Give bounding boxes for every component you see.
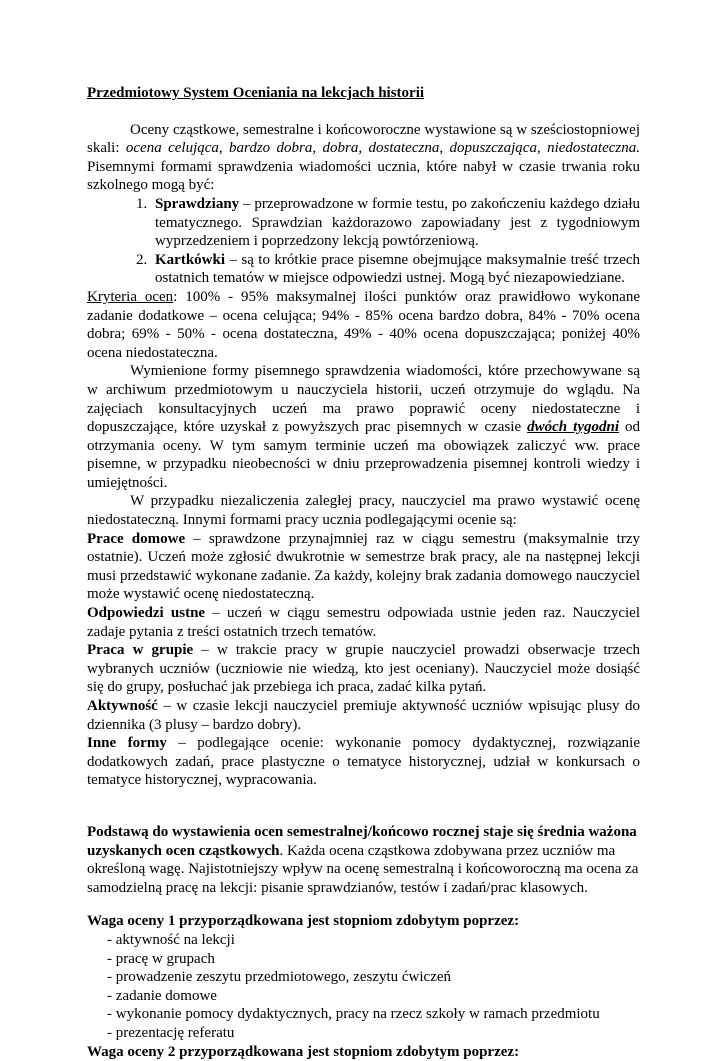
list-item: - prezentację referatu: [107, 1024, 640, 1043]
form-term: Praca w grupie: [87, 642, 193, 658]
other-forms-intro: W przypadku niezaliczenia zaległej pracy, nauczyciel ma prawo wystawić ocenę niedostateczną. Innymi formami pracy ucznia podlegającymi ocenie są:: [87, 492, 640, 529]
weighted-average-bold: Podstawą do wystawienia ocen semestralnej/końcowo rocznej staje się średnia ważona uzyskanych ocen cząstkowych: [87, 824, 637, 859]
list-item-term: Kartkówki: [155, 252, 225, 268]
form-praca-w-grupie: [87, 641, 640, 697]
form-inne-formy: [87, 734, 640, 790]
criteria-label: Kryteria ocen: [87, 289, 173, 305]
form-term: Aktywność: [87, 698, 158, 714]
list-item: - zadanie domowe: [107, 987, 640, 1006]
document-page: [87, 84, 640, 1061]
written-forms-list: [87, 195, 640, 288]
list-item: - prowadzenie zeszytu przedmiotowego, zeszytu ćwiczeń: [107, 968, 640, 987]
list-item-text: – przeprowadzone w formie testu, po zakończeniu każdego działu tematycznego. Sprawdzian każdorazowo zapowiadany jest z tygodniowym wyprzedzeniem i poprzedzony lekcją powtórzeniową.: [155, 196, 640, 249]
form-text: – sprawdzone przynajmniej raz w ciągu semestru (maksymalnie trzy ostatnie). Uczeń może zgłosić dwukrotnie w semestrze brak pracy, ale na następnej lekcji musi przedstawić wykonane zadanie. Za każdy, kolejny brak zadania domowego nauczyciel może wystawić ocenę niedostateczną.: [87, 531, 640, 603]
list-item-term: Sprawdziany: [155, 196, 239, 212]
list-item-text: – są to krótkie prace pisemne obejmujące maksymalnie treść trzech ostatnich tematów w miejsce odpowiedzi ustnej. Mogą być niezapowiedziane.: [155, 252, 640, 287]
form-odpowiedzi-ustne: [87, 604, 640, 641]
weighted-average-paragraph: [87, 823, 640, 897]
weighted-average-text: . Każda ocena cząstkowa zdobywana przez uczniów ma określoną wagę. Najistotniejszy wpływ na ocenę semestralną i końcoworoczną ma ocena za samodzielną pracę na lekcji: pisanie sprawdzianów, testów i zadań/prac klasowych.: [87, 843, 638, 896]
list-item: - pracę w grupach: [107, 950, 640, 969]
grade-scale: ocena celująca, bardzo dobra, dobra, dostateczna, dopuszczająca, niedostateczna.: [126, 140, 640, 156]
intro-text-end: Pisemnymi formami sprawdzenia wiadomości ucznia, które nabył w czasie trwania roku szkolnego mogą być:: [87, 159, 640, 194]
archive-paragraph: [87, 362, 640, 492]
form-term: Prace domowe: [87, 531, 185, 547]
form-text: – podlegające ocenie: wykonanie pomocy dydaktycznej, rozwiązanie dodatkowych zadań, prace plastyczne o tematyce historycznej, udział w konkursach o tematyce historycznej, wypracowania.: [87, 735, 640, 788]
list-item-kartkowki: [151, 251, 640, 288]
list-item: - aktywność na lekcji: [107, 931, 640, 950]
criteria-paragraph: [87, 288, 640, 362]
form-term: Inne formy: [87, 735, 167, 751]
list-item-sprawdziany: [151, 195, 640, 251]
form-prace-domowe: [87, 530, 640, 604]
form-text: – uczeń w ciągu semestru odpowiada ustnie jeden raz. Nauczyciel zadaje pytania z treści ostatnich trzech tematów.: [87, 605, 640, 640]
form-text: – w czasie lekcji nauczyciel premiuje aktywność uczniów wpisując plusy do dziennika (3 plusy – bardzo dobry).: [87, 698, 640, 733]
archive-text: Wymienione formy pisemnego sprawdzenia wiadomości, które przechowywane są w archiwum przedmiotowym u nauczyciela historii, uczeń otrzymuje do wglądu. Na zajęciach konsultacyjnych uczeń ma prawo poprawić oceny niedostateczne i dopuszczające, które uzyskał z powyższych prac pisemnych w czasie: [87, 363, 640, 435]
weight-2-heading: Waga oceny 2 przyporządkowana jest stopniom zdobytym poprzez:: [87, 1043, 640, 1061]
archive-text-end: od otrzymania oceny. W tym samym terminie uczeń ma obowiązek zaliczyć ww. prace pisemne, w przypadku nieobecności w dniu przeprowadzenia pisemnej kontroli wiedzy i umiejętności.: [87, 419, 640, 491]
spacer: [87, 790, 640, 808]
form-aktywnosc: [87, 697, 640, 734]
document-title: Przedmiotowy System Oceniania na lekcjach historii: [87, 84, 640, 103]
form-text: – w trakcie pracy w grupie nauczyciel prowadzi obserwacje trzech wybranych uczniów (uczniowie nie wiedzą, kto jest oceniany). Nauczyciel może dosiąść się do grupy, posłuchać jak przebiega ich praca, zadać kilka pytań.: [87, 642, 640, 695]
weight-1-heading: Waga oceny 1 przyporządkowana jest stopniom zdobytym poprzez:: [87, 912, 640, 931]
criteria-text: : 100% - 95% maksymalnej ilości punktów oraz prawidłowo wykonane zadanie dodatkowe – ocena celująca; 94% - 85% ocena bardzo dobra, 84% - 70% ocena dobra; 69% - 50% - ocena dostateczna, 49% - 40% ocena dopuszczająca; poniżej 40% ocena niedostateczna.: [87, 289, 640, 361]
intro-text: Oceny cząstkowe, semestralne i końcoworoczne wystawione są w sześciostopniowej skali:: [87, 122, 640, 157]
form-term: Odpowiedzi ustne: [87, 605, 205, 621]
list-item: - wykonanie pomocy dydaktycznych, pracy na rzecz szkoły w ramach przedmiotu: [107, 1005, 640, 1024]
weight-1-list: [87, 931, 640, 1043]
two-weeks-emphasis: dwóch tygodni: [527, 419, 619, 435]
intro-paragraph: [87, 121, 640, 195]
